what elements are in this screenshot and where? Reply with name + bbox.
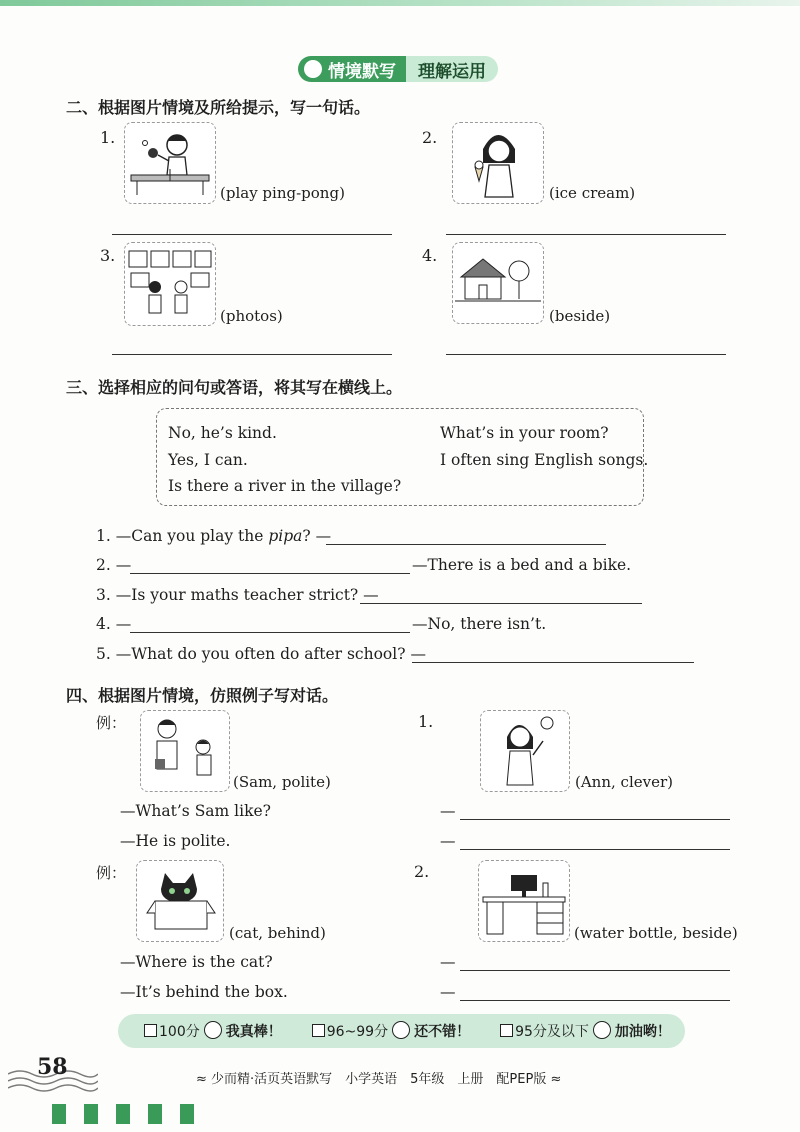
answer-line[interactable]: [412, 662, 694, 663]
option-item: I often sing English songs.: [440, 451, 649, 469]
answer-line[interactable]: [326, 544, 606, 545]
photos-picture: [124, 242, 216, 326]
s4-item1-num: 1.: [418, 712, 434, 731]
section3-title: 三、选择相应的问句或答语，将其写在横线上。: [66, 378, 403, 397]
question-4-answer: —No, there isn’t.: [412, 615, 547, 633]
option-item: What’s in your room?: [440, 424, 609, 442]
example-label: 例：: [96, 864, 127, 882]
top-stripe: [0, 0, 800, 6]
cheer-face-icon: [593, 1021, 611, 1039]
ex2-question: —Where is the cat?: [120, 953, 273, 971]
question-2-answer: —There is a bed and a bike.: [412, 556, 632, 574]
house-picture: [452, 242, 544, 324]
dash: —: [440, 832, 456, 850]
s2-item3-hint: (photos): [220, 307, 283, 325]
question-1: 1. —Can you play the pipa? —: [96, 527, 332, 545]
cat-box-picture: [136, 860, 224, 942]
s2-item1-hint: (play ping-pong): [220, 184, 345, 202]
ex1-hint: (Sam, polite): [233, 773, 331, 791]
bar-decoration: [116, 1104, 130, 1124]
score-100[interactable]: 100分 我真棒！: [144, 1021, 282, 1041]
ping-pong-illustration: [125, 123, 215, 203]
checkbox-icon: [312, 1024, 325, 1037]
answer-line[interactable]: [460, 970, 730, 971]
question-5: 5. —What do you often do after school? —: [96, 645, 426, 663]
s2-item2-hint: (ice cream): [549, 184, 636, 202]
page-number: 58: [37, 1054, 68, 1080]
house-tree-illustration: [453, 243, 543, 323]
question-3: 3. —Is your maths teacher strict? —: [96, 586, 379, 604]
section2-title: 二、根据图片情境及所给提示，写一句话。: [66, 98, 371, 117]
clever-girl-picture: [480, 710, 570, 792]
ice-cream-picture: [452, 122, 544, 204]
example-label: 例：: [96, 714, 127, 732]
bar-decoration: [148, 1104, 162, 1124]
bar-decoration: [52, 1104, 66, 1124]
section-banner: [298, 56, 498, 82]
answer-line[interactable]: [130, 632, 410, 633]
answer-line[interactable]: [460, 819, 730, 820]
ping-pong-picture: [124, 122, 216, 204]
checkbox-icon: [144, 1024, 157, 1037]
bar-decoration: [180, 1104, 194, 1124]
bar-decoration: [84, 1104, 98, 1124]
answer-line[interactable]: [460, 1000, 730, 1001]
girl-idea-illustration: [481, 711, 569, 791]
question-4-prefix: 4. —: [96, 615, 132, 633]
item2-hint: (water bottle, beside): [574, 924, 738, 942]
smile-face-icon: [392, 1021, 410, 1039]
option-item: Is there a river in the village?: [168, 477, 402, 495]
section4-title: 四、根据图片情境，仿照例子写对话。: [66, 686, 339, 705]
ex2-hint: (cat, behind): [229, 924, 326, 942]
answer-line[interactable]: [460, 849, 730, 850]
checkbox-icon: [500, 1024, 513, 1037]
dash: —: [440, 983, 456, 1001]
smile-face-icon: [204, 1021, 222, 1039]
s4-item2-num: 2.: [414, 862, 430, 881]
polite-boy-picture: [140, 710, 230, 792]
cat-behind-box-illustration: [137, 861, 223, 941]
banner-left: 情境默写: [298, 56, 406, 82]
dash: —: [440, 953, 456, 971]
option-item: No, he’s kind.: [168, 424, 277, 442]
score-96-99[interactable]: 96~99分 还不错！: [312, 1021, 470, 1041]
s2-item2-num: 2.: [422, 128, 438, 147]
item1-hint: (Ann, clever): [575, 773, 673, 791]
answer-line[interactable]: [112, 234, 392, 235]
s2-item4-num: 4.: [422, 246, 438, 265]
answer-line[interactable]: [446, 354, 726, 355]
s2-item3-num: 3.: [100, 246, 116, 265]
score-95-below[interactable]: 95分及以下 加油哟！: [500, 1021, 671, 1041]
ex1-answer: —He is polite.: [120, 832, 231, 850]
boy-greeting-illustration: [141, 711, 229, 791]
s2-item1-num: 1.: [100, 128, 116, 147]
answer-line[interactable]: [360, 603, 642, 604]
option-item: Yes, I can.: [168, 451, 248, 469]
dash: —: [440, 802, 456, 820]
desk-computer-illustration: [479, 861, 569, 941]
banner-right: 理解运用: [406, 56, 498, 82]
footer-title: ≈ 少而精·活页英语默写 小学英语 5年级 上册 配PEP版 ≈: [196, 1072, 562, 1087]
score-bar: [118, 1014, 685, 1048]
answer-line[interactable]: [130, 573, 410, 574]
answer-line[interactable]: [112, 354, 392, 355]
girl-ice-cream-illustration: [453, 123, 543, 203]
desk-picture: [478, 860, 570, 942]
ex2-answer: —It’s behind the box.: [120, 983, 288, 1001]
ex1-question: —What’s Sam like?: [120, 802, 271, 820]
photos-wall-illustration: [125, 243, 215, 325]
question-2-prefix: 2. —: [96, 556, 132, 574]
answer-line[interactable]: [446, 234, 726, 235]
flower-icon: [304, 60, 322, 78]
s2-item4-hint: (beside): [549, 307, 611, 325]
